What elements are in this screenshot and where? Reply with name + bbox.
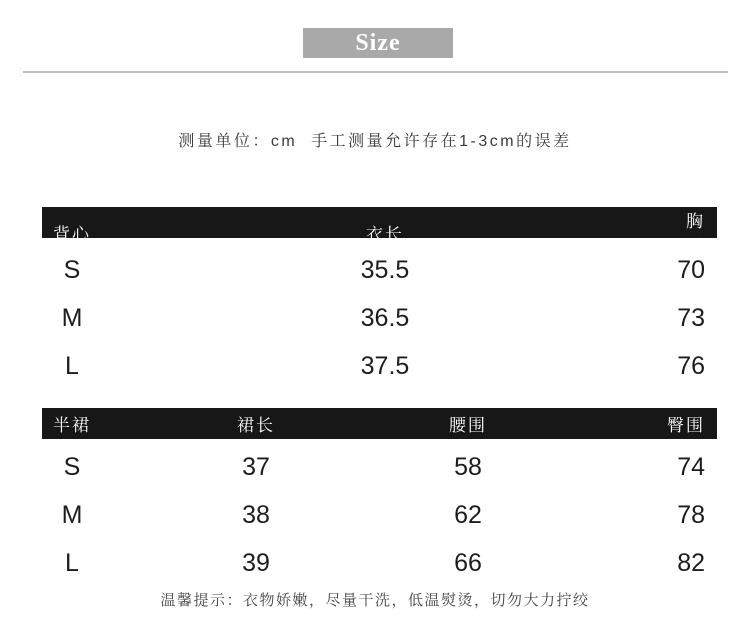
table-row bbox=[42, 539, 717, 587]
size-label: L bbox=[65, 351, 79, 380]
vest-table-body bbox=[42, 246, 717, 390]
skirt-table-title: 半裙 bbox=[53, 416, 91, 435]
table-row bbox=[42, 294, 717, 342]
skirt-column-waist: 腰围 bbox=[449, 416, 487, 435]
garment-length-value: 37.5 bbox=[360, 351, 410, 380]
vest-column-bust: 胸围 bbox=[686, 212, 705, 256]
hip-value: 82 bbox=[677, 548, 705, 577]
hip-value: 78 bbox=[677, 500, 705, 529]
skirt-table-header bbox=[42, 408, 717, 439]
vest-table-title: 背心 bbox=[53, 224, 91, 244]
skirt-table-body bbox=[42, 443, 717, 587]
skirt-column-hip: 臀围 bbox=[667, 416, 705, 435]
care-tip-note: 温馨提示：衣物娇嫩，尽量干洗，低温熨烫，切勿大力拧绞 bbox=[160, 592, 590, 609]
divider-line bbox=[23, 71, 728, 73]
measurement-unit-note: 测量单位：cm 手工测量允许存在1-3cm的误差 bbox=[178, 133, 572, 150]
size-label: M bbox=[61, 303, 83, 332]
bust-value: 70 bbox=[677, 255, 705, 284]
table-row bbox=[42, 342, 717, 390]
skirt-length-value: 37 bbox=[242, 452, 270, 481]
size-label: S bbox=[63, 452, 81, 481]
size-title-text: Size bbox=[355, 29, 401, 56]
vest-table-header bbox=[42, 207, 717, 256]
skirt-column-skirt-length: 裙长 bbox=[237, 416, 275, 435]
table-row bbox=[42, 246, 717, 294]
bust-value: 73 bbox=[677, 303, 705, 332]
waist-value: 58 bbox=[454, 452, 482, 481]
size-label: S bbox=[63, 255, 81, 284]
skirt-length-value: 39 bbox=[242, 548, 270, 577]
size-title-badge bbox=[303, 28, 453, 58]
size-label: M bbox=[61, 500, 83, 529]
garment-length-value: 36.5 bbox=[360, 303, 410, 332]
skirt-length-value: 38 bbox=[242, 500, 270, 529]
garment-length-value: 35.5 bbox=[360, 255, 410, 284]
size-label: L bbox=[65, 548, 79, 577]
bust-value: 76 bbox=[677, 351, 705, 380]
table-row bbox=[42, 443, 717, 491]
waist-value: 62 bbox=[454, 500, 482, 529]
vest-column-garment-length: 衣长 bbox=[366, 224, 404, 244]
table-row bbox=[42, 491, 717, 539]
hip-value: 74 bbox=[677, 452, 705, 481]
waist-value: 66 bbox=[454, 548, 482, 577]
